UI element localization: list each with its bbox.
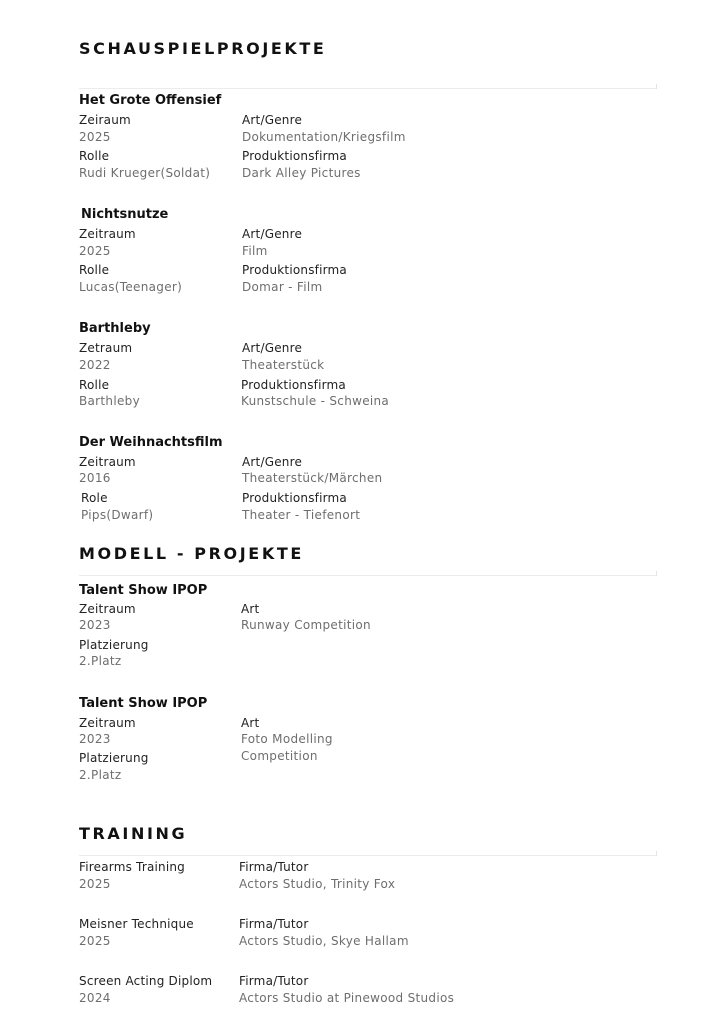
company-label: Produktionsfirma (242, 149, 347, 163)
training-name: Screen Acting Diplom (79, 974, 213, 988)
period-label: Zeitraum (79, 227, 136, 241)
tutor-label: Firma/Tutor (239, 860, 309, 874)
role-label: Rolle (79, 263, 110, 277)
section-title-training: TRAINING (79, 824, 188, 843)
role-value: Rudi Krueger(Soldat) (79, 166, 211, 180)
type-value-line2: Competition (241, 749, 318, 763)
period-value: 2022 (79, 358, 111, 372)
role-value: Pips(Dwarf) (81, 508, 154, 522)
company-value: Dark Alley Pictures (242, 166, 361, 180)
genre-label: Art/Genre (242, 227, 303, 241)
training-year: 2025 (79, 877, 111, 891)
company-label: Produktionsfirma (242, 263, 347, 277)
section-title-acting: SCHAUSPIELPROJEKTE (79, 39, 327, 58)
type-label: Art (241, 602, 260, 616)
period-label: Zeitraum (79, 602, 136, 616)
genre-value: Film (242, 244, 268, 258)
training-year: 2024 (79, 991, 111, 1005)
placement-label: Platzierung (79, 751, 149, 765)
project-title: Talent Show IPOP (79, 583, 208, 598)
period-value: 2023 (79, 618, 111, 632)
period-label: Zeiraum (79, 113, 131, 127)
project-title: Nichtsnutze (81, 207, 169, 222)
period-label: Zeitraum (79, 455, 136, 469)
tutor-value: Actors Studio, Trinity Fox (239, 877, 396, 891)
training-name: Firearms Training (79, 860, 185, 874)
tutor-label: Firma/Tutor (239, 917, 309, 931)
project-title: Barthleby (79, 321, 151, 336)
role-value: Barthleby (79, 394, 140, 408)
type-label: Art (241, 716, 260, 730)
tutor-value: Actors Studio, Skye Hallam (239, 934, 409, 948)
section-divider-end (656, 571, 657, 576)
section-divider-end (656, 84, 657, 89)
company-value: Domar - Film (242, 280, 323, 294)
section-divider (79, 575, 657, 576)
period-label: Zetraum (79, 341, 133, 355)
period-label: Zeitraum (79, 716, 136, 730)
role-label: Rolle (79, 378, 110, 392)
placement-value: 2.Platz (79, 654, 122, 668)
company-label: Produktionsfirma (241, 378, 346, 392)
role-value: Lucas(Teenager) (79, 280, 183, 294)
role-label: Role (81, 491, 108, 505)
tutor-label: Firma/Tutor (239, 974, 309, 988)
role-label: Rolle (79, 149, 110, 163)
company-value: Theater - Tiefenort (242, 508, 361, 522)
type-value-line1: Foto Modelling (241, 732, 333, 746)
project-title: Het Grote Offensief (79, 93, 222, 108)
type-value: Runway Competition (241, 618, 371, 632)
genre-value: Theaterstück/Märchen (242, 471, 383, 485)
section-divider-end (656, 851, 657, 856)
training-year: 2025 (79, 934, 111, 948)
section-divider (79, 88, 657, 89)
section-title-modeling: MODELL - PROJEKTE (79, 544, 304, 563)
genre-value: Dokumentation/Kriegsfilm (242, 130, 406, 144)
genre-label: Art/Genre (242, 455, 303, 469)
period-value: 2023 (79, 732, 111, 746)
genre-value: Theaterstück (242, 358, 325, 372)
period-value: 2016 (79, 471, 111, 485)
project-title: Talent Show IPOP (79, 696, 208, 711)
genre-label: Art/Genre (242, 113, 303, 127)
section-divider (79, 855, 657, 856)
tutor-value: Actors Studio at Pinewood Studios (239, 991, 455, 1005)
placement-value: 2.Platz (79, 768, 122, 782)
period-value: 2025 (79, 244, 111, 258)
genre-label: Art/Genre (242, 341, 303, 355)
period-value: 2025 (79, 130, 111, 144)
company-value: Kunstschule - Schweina (241, 394, 390, 408)
project-title: Der Weihnachtsfilm (79, 435, 223, 450)
training-name: Meisner Technique (79, 917, 194, 931)
company-label: Produktionsfirma (242, 491, 347, 505)
placement-label: Platzierung (79, 638, 149, 652)
